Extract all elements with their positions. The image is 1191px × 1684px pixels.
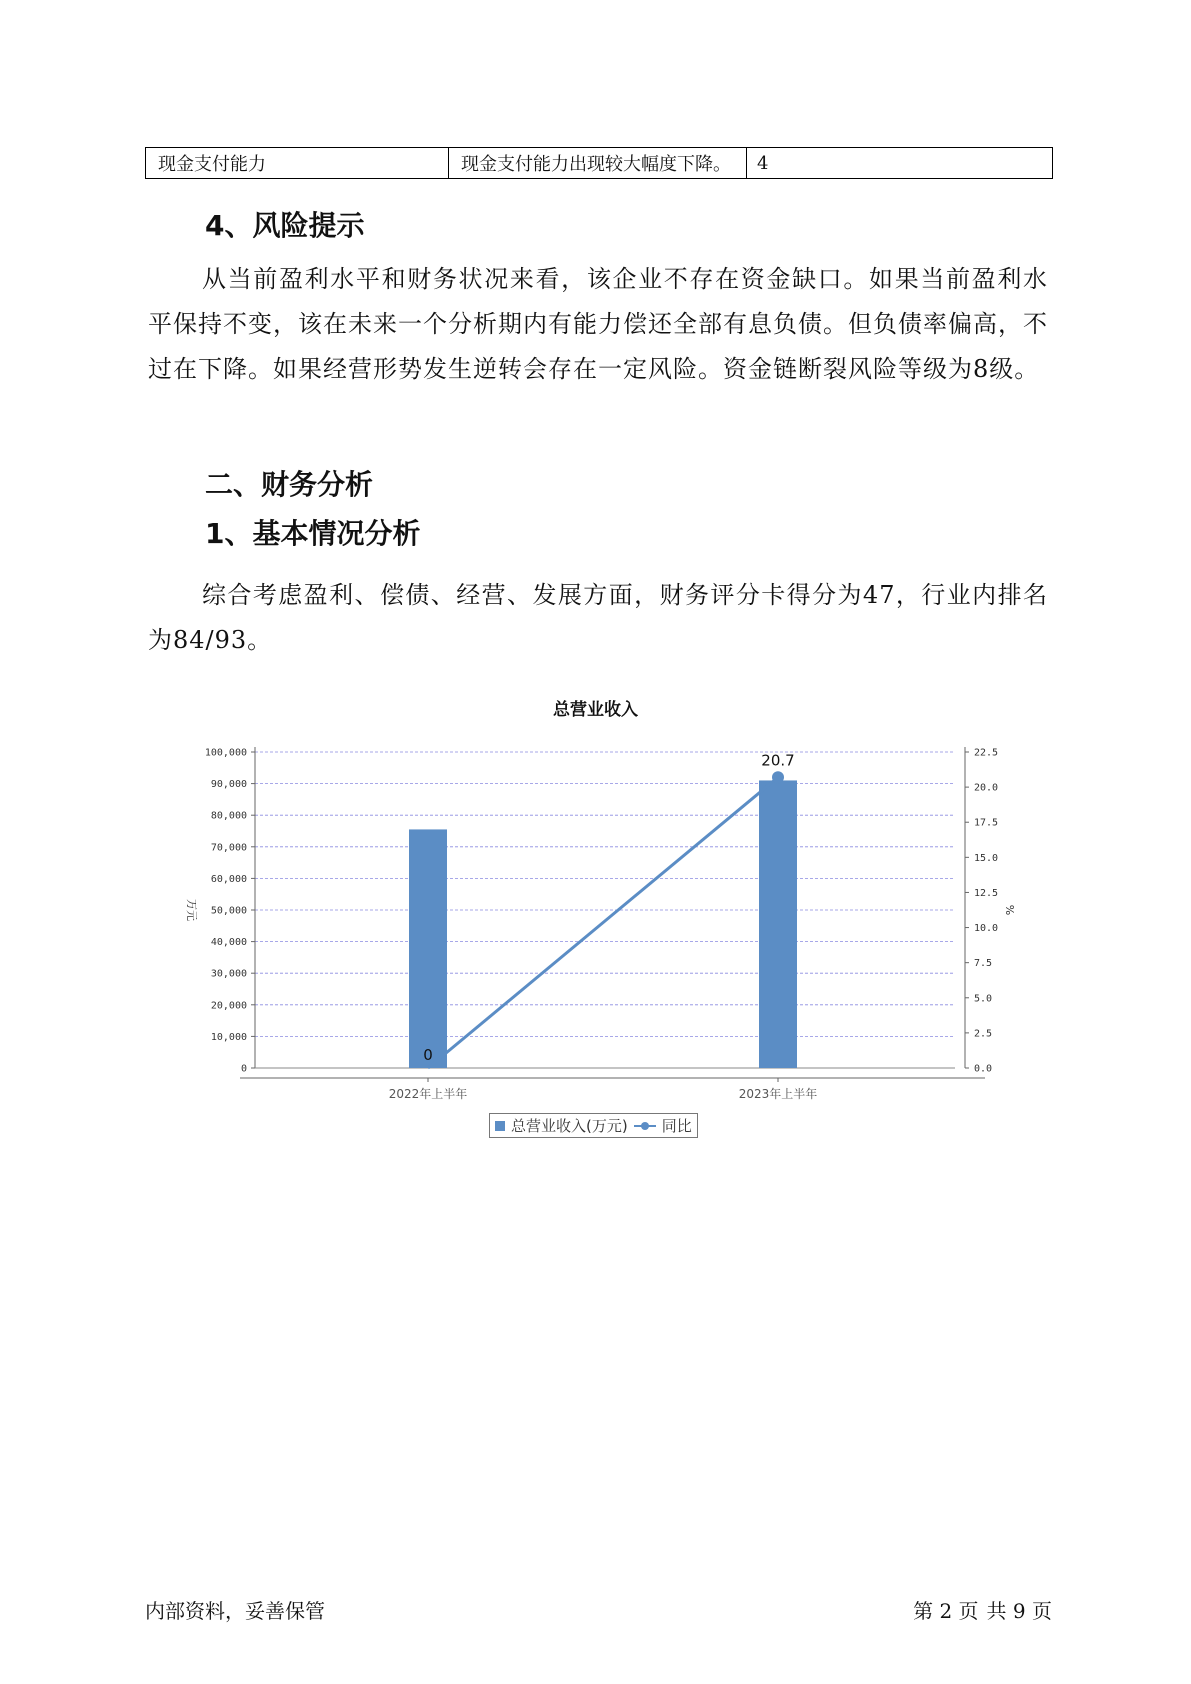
yoy-point bbox=[772, 771, 784, 783]
indicator-description-cell: 现金支付能力出现较大幅度下降。 bbox=[449, 148, 747, 178]
y2-axis-tick-label: 7.5 bbox=[974, 958, 993, 970]
y2-axis-tick-label: 20.0 bbox=[974, 782, 999, 794]
y2-axis-tick-label: 12.5 bbox=[974, 887, 999, 899]
risk-heading: 4、风险提示 bbox=[205, 209, 365, 242]
yoy-line bbox=[428, 777, 778, 1068]
finance-paragraph: 综合考虑盈利、偿债、经营、发展方面，财务评分卡得分为47，行业内排名为84/93。 bbox=[148, 581, 1048, 654]
legend-bar-swatch bbox=[495, 1121, 505, 1131]
y2-axis-tick-label: 15.0 bbox=[974, 852, 999, 864]
y2-axis-tick-label: 0.0 bbox=[974, 1063, 993, 1075]
risk-paragraph: 从当前盈利水平和财务状况来看，该企业不存在资金缺口。如果当前盈利水平保持不变，该在未来一个分析期内有能力偿还全部有息负债。但负债率偏高，不过在下降。如果经营形势发生逆转会存在一定风险。资金链断裂风险等级为8级。 bbox=[148, 265, 1048, 383]
y-axis-tick-label: 50,000 bbox=[210, 905, 247, 917]
chart-title: 总营业收入 bbox=[553, 700, 638, 720]
y-axis-tick-label: 100,000 bbox=[204, 747, 247, 759]
revenue-chart bbox=[175, 725, 1025, 1110]
y-axis-tick-label: 60,000 bbox=[210, 873, 247, 885]
y2-axis-tick-label: 17.5 bbox=[974, 817, 999, 829]
yoy-data-label: 20.7 bbox=[761, 751, 795, 770]
revenue-bar bbox=[759, 780, 797, 1068]
footer-confidential-note: 内部资料，妥善保管 bbox=[145, 1599, 325, 1623]
x-axis-category-label: 2023年上半年 bbox=[738, 1087, 818, 1101]
y-axis-tick-label: 20,000 bbox=[210, 1000, 247, 1012]
y2-axis-tick-label: 2.5 bbox=[974, 1028, 993, 1040]
y-axis-tick-label: 0 bbox=[240, 1063, 247, 1075]
y2-axis-tick-label: 22.5 bbox=[974, 747, 999, 759]
chart-legend bbox=[489, 1113, 698, 1138]
y-axis-tick-label: 90,000 bbox=[210, 779, 247, 791]
y2-axis-title: % bbox=[1003, 904, 1016, 916]
footer-total-pages: 共 9 页 bbox=[986, 1599, 1052, 1623]
indicator-table-row bbox=[145, 147, 1053, 179]
y-axis-tick-label: 30,000 bbox=[210, 968, 247, 980]
finance-section-heading: 二、财务分析 bbox=[205, 468, 374, 501]
y-axis-tick-label: 70,000 bbox=[210, 842, 247, 854]
y2-axis-tick-label: 10.0 bbox=[974, 923, 999, 935]
footer-page-info bbox=[913, 1595, 1052, 1624]
basic-analysis-heading: 1、基本情况分析 bbox=[205, 517, 421, 550]
legend-line-swatch bbox=[634, 1120, 656, 1132]
legend-bar-label: 总营业收入(万元) bbox=[511, 1117, 628, 1135]
indicator-score-cell: 4 bbox=[757, 152, 769, 174]
indicator-name-cell: 现金支付能力 bbox=[146, 148, 449, 178]
revenue-bar bbox=[409, 829, 447, 1068]
x-axis-category-label: 2022年上半年 bbox=[388, 1087, 468, 1101]
y-axis-tick-label: 40,000 bbox=[210, 937, 247, 949]
yoy-data-label: 0 bbox=[423, 1046, 433, 1064]
y2-axis-tick-label: 5.0 bbox=[974, 993, 993, 1005]
y-axis-tick-label: 10,000 bbox=[210, 1031, 247, 1043]
y-axis-title: 万元 bbox=[185, 899, 198, 921]
footer-page-number: 第 2 页 bbox=[913, 1599, 979, 1623]
y-axis-tick-label: 80,000 bbox=[210, 810, 247, 822]
legend-line-label: 同比 bbox=[661, 1117, 692, 1135]
